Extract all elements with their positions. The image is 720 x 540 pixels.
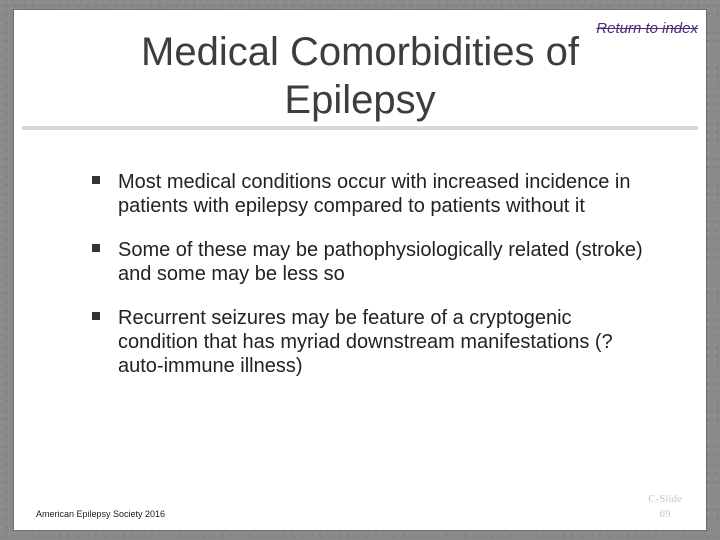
bullet-text: Recurrent seizures may be feature of a cryptogenic condition that has myriad downstream manifestations (? auto-immune illness) [118, 307, 613, 377]
slide [14, 10, 706, 530]
footer-text: American Epilepsy Society 2016 [36, 509, 166, 519]
bullet-item [92, 238, 652, 286]
bullet-item [92, 170, 652, 218]
bullet-text: Most medical conditions occur with increased incidence in patients with epilepsy compared to patients without it [118, 171, 631, 217]
title-divider [22, 126, 698, 130]
square-bullet-icon [92, 244, 100, 252]
bullet-item [92, 306, 652, 378]
slide-number-prefix: C-Slide [648, 493, 682, 505]
bullet-list [92, 170, 652, 398]
slide-title-line-1: Medical Comorbidities of [141, 30, 579, 74]
title-area [22, 18, 698, 130]
square-bullet-icon [92, 176, 100, 184]
bullet-text: Some of these may be pathophysiologically related (stroke) and some may be less so [118, 239, 643, 285]
slide-number [644, 492, 686, 522]
return-to-index-link[interactable]: Return to index [596, 20, 698, 37]
slide-number-value: 69 [659, 508, 671, 520]
slide-title [22, 28, 698, 124]
slide-title-line-2: Epilepsy [284, 78, 436, 122]
square-bullet-icon [92, 312, 100, 320]
